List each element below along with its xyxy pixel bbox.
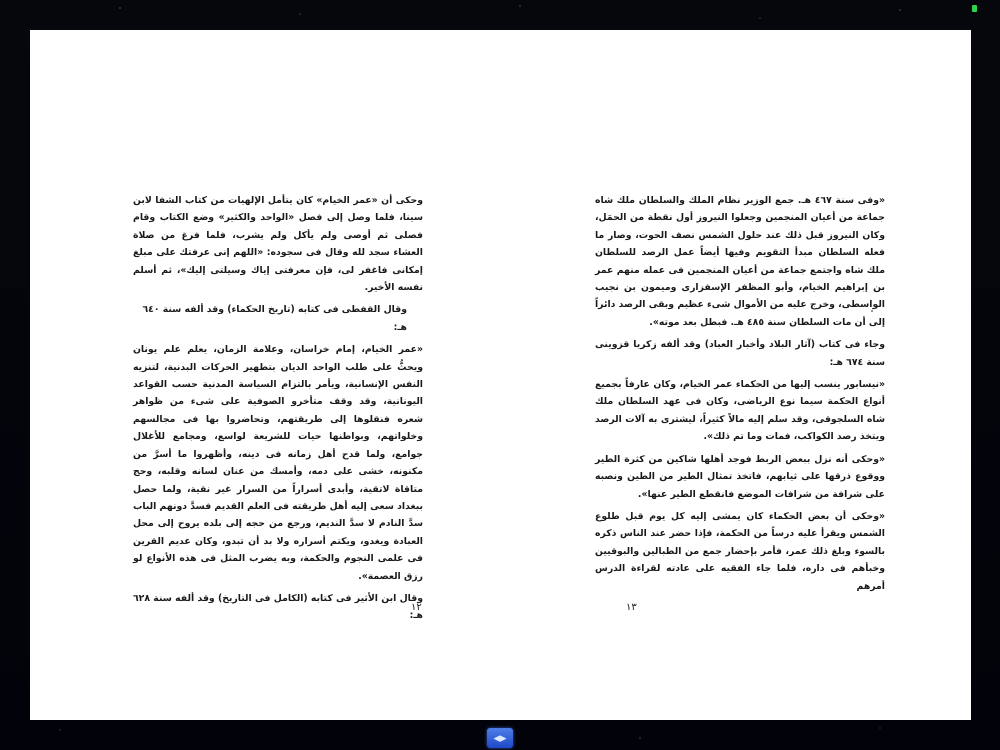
right-paragraph-3: «نيسابور ينسب إليها من الحكماء عمر الخيام، وكان عارفاً بجميع أنواع الحكمة سيما نوع الرياضى، وكان فى عهد السلطان ملك شاه السلجوقى، وقد سلم إليه مالاً كثيراً، ليشترى به آلات الرصد ويتخذ رصد الكواكب، فمات وما تم ذلك». [595, 379, 885, 443]
left-paragraph-2: وقال القفطى فى كتابه (تاريخ الحكماء) وقد ألفه سنة ٦٤٠ هـ: [142, 304, 407, 333]
right-page-number: ١٣ [626, 602, 637, 613]
left-paragraph-3: «عمر الخيام، إمام خراسان، وعلامة الزمان، يعلم علم يونان ويحثُّ على طلب الواحد الديان بتطهير الحركات البدنية، لتنزيه النفس الإنسانية، ويأمر بالتزام السياسة المدنية حسب القواعد اليونانية، وقد وقف متأخرو الصوفية على شىء من ظواهر شعره فنقلوها إلى طريقتهم، وتحاضروا بها فى مجالسهم وخلواتهم، وبواطنها حيات للشريعة لواسع، ومجامع للأغلال جوامع، ولما قدح أهل زمانه فى دينه، وأظهروا ما أسرَّ من مكنونه، خشى على دمه، وأمسك من عنان لسانه وقلبه، وحج متاقاة لاتقية، وأبدى أسراراً من السرار غير نقية، ولما حصل ببغداد سعى إليه أهل طريقته فى العلم القديم فسدَّ دونهم الباب سدَّ النادم لا سدَّ النديم، ورجع من حجه إلى بلده يروح إلى محل العبادة ويغدو، ويكتم أسراره ولا بد أن تبدو، وكان عديم القرين فى علمى النجوم والحكمة، وبه يضرب المثل فى هذه الأنواع لو رزق العصمة». [133, 344, 423, 582]
right-paragraph-2: وجاء فى كتاب (آثار البلاد وأخبار العباد) وقد ألفه زكريا قزوينى سنة ٦٧٤ هـ: [595, 339, 885, 368]
right-paragraph-5: «وحكى أن بعض الحكماء كان يمشى إليه كل يوم قبل طلوع الشمس ويقرأ عليه درساً من الحكمة، فإذا حضر عند الناس ذكره بالسوء وبلغ ذلك عمر، فأمر بإحضار جمع من الطبالين والبوقيين وخبأهم فى داره، فلما جاء الفقيه على عادته لقراءة الدرس أمرهم [595, 510, 885, 592]
right-page [595, 192, 885, 600]
book-spread [30, 30, 971, 720]
left-page [133, 192, 423, 630]
right-paragraph-4: «وحكى أنه نزل ببعض الربط فوجد أهلها شاكين من كثرة الطير ووقوع ذرقها على ثيابهم، فاتخذ تمثال الطير من الطين ونصبه على شرافة من شرافات الموضع فانقطع الطير عنها». [595, 453, 885, 500]
left-paragraph-4: وقال ابن الأثير فى كتابه (الكامل فى التاريخ) وقد ألفه سنة ٦٢٨ هـ: [133, 592, 423, 622]
left-page-number: ١٢ [411, 602, 422, 613]
page-nav-button[interactable] [487, 728, 513, 748]
page-flip-arrows-icon: ◂▸ [493, 730, 507, 746]
status-indicator [972, 5, 977, 12]
left-paragraph-1: وحكى أن «عمر الخيام» كان يتأمل الإلهيات من كتاب الشفا لابن سينا، فلما وصل إلى فصل «الواحد والكثير» وضع الكتاب وقام فصلى ثم أوصى ولم يأكل ولم يشرب، فلما فرغ من صلاة العشاء سجد لله وقال فى سجوده: «اللهم إنى عرفتك على مبلغ إمكانى فاغفر لى، فإن معرفتى إياك وسيلتى إليك»، ثم أسلم نفسه الأخير. [133, 195, 423, 294]
margin-dot [871, 310, 873, 312]
right-paragraph-1: «وفى سنة ٤٦٧ هـ. جمع الوزير نظام الملك والسلطان ملك شاه جماعة من أعيان المنجمين وجعلوا النيروز أول نقطة من الحمَل، وكان النيروز قبل ذلك عند حلول الشمس نصف الحوت، وصار ما فعله السلطان مبدأ التقويم وفيها أيضاً عمل الرصد للسلطان ملك شاه واجتمع جماعة من أعيان المنجمين فى عمله منهم عمر بن إبراهيم الخيام، وأبو المظفر الإسفزارى وميمون بن نجيب الواسطى، وخرج عليه من الأموال شىء عظيم وبقى الرصد دائراً إلى أن مات السلطان سنة ٤٨٥ هـ. فبطل بعد موته». [595, 195, 886, 328]
